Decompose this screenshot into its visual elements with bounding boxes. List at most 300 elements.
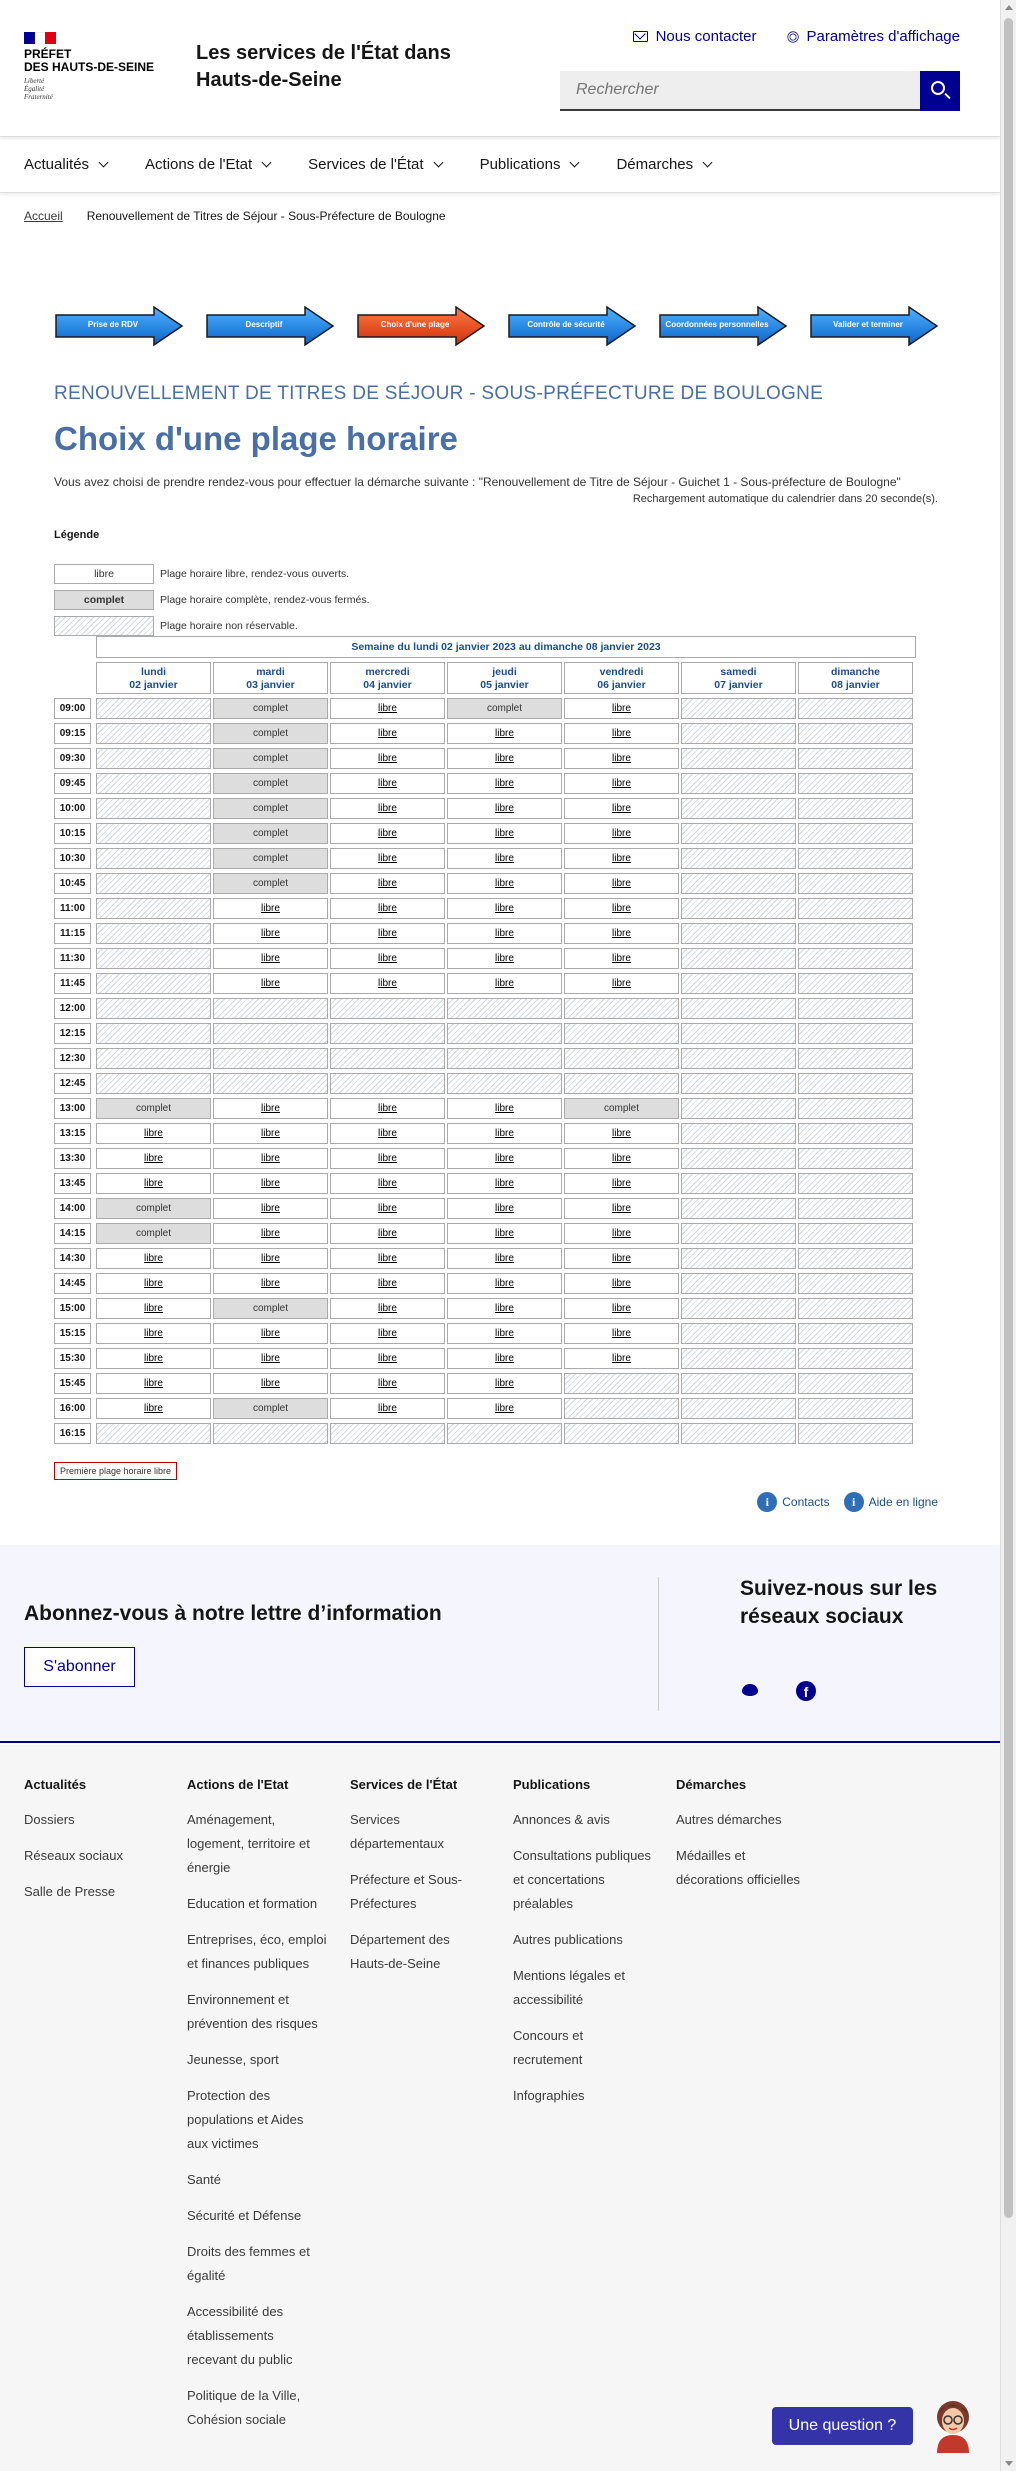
slot-unavailable: [681, 798, 796, 819]
slot-complet: complet: [213, 873, 328, 894]
legend-na-swatch: [54, 616, 154, 636]
slot-libre[interactable]: libre: [96, 1348, 211, 1369]
slot-libre[interactable]: libre: [564, 1123, 679, 1144]
step-label: Choix d'une plage: [380, 320, 450, 329]
slot-libre[interactable]: libre: [96, 1273, 211, 1294]
slot-unavailable: [681, 1223, 796, 1244]
slot-unavailable: [681, 1148, 796, 1169]
slot-libre[interactable]: libre: [447, 1098, 562, 1119]
slot-libre[interactable]: libre: [330, 948, 445, 969]
slot-unavailable: [681, 1173, 796, 1194]
contacts-label: Contacts: [782, 1495, 830, 1509]
slot-libre[interactable]: libre: [447, 923, 562, 944]
time-label: 16:15: [54, 1423, 91, 1444]
week-title: Semaine du lundi 02 janvier 2023 au dimanche 08 janvier 2023: [96, 636, 916, 658]
site-header: [0, 0, 1000, 137]
day-name: samedi: [720, 666, 757, 678]
slot-libre[interactable]: libre: [564, 848, 679, 869]
footer-column-title: Services de l'État: [350, 1777, 458, 1792]
slot-libre[interactable]: libre: [330, 748, 445, 769]
slot-unavailable: [681, 1048, 796, 1069]
slot-libre[interactable]: libre: [330, 1223, 445, 1244]
slot-unavailable: [681, 1398, 796, 1419]
slot-libre[interactable]: libre: [96, 1248, 211, 1269]
slot-libre[interactable]: libre: [213, 948, 328, 969]
slot-libre[interactable]: libre: [447, 948, 562, 969]
slot-libre[interactable]: libre: [330, 1398, 445, 1419]
slot-libre[interactable]: libre: [96, 1398, 211, 1419]
footer-column: [676, 1777, 816, 1904]
main-nav: [0, 137, 1000, 193]
slot-libre[interactable]: libre: [330, 1273, 445, 1294]
reload-notice: [633, 493, 938, 505]
slot-libre[interactable]: libre: [447, 1223, 562, 1244]
slot-libre[interactable]: libre: [447, 773, 562, 794]
search-input[interactable]: [560, 71, 920, 111]
slot-unavailable: [681, 898, 796, 919]
slot-unavailable: [798, 1173, 913, 1194]
day-header: [447, 662, 562, 694]
slot-unavailable: [681, 1248, 796, 1269]
slot-unavailable: [798, 898, 913, 919]
time-label: 12:30: [54, 1048, 91, 1069]
slot-libre[interactable]: libre: [564, 948, 679, 969]
slot-libre[interactable]: libre: [447, 1348, 562, 1369]
slot-complet: complet: [213, 1298, 328, 1319]
footer-link[interactable]: Environnement et prévention des risques: [187, 1992, 318, 2031]
progress-steps: [54, 305, 939, 347]
slot-unavailable: [447, 1073, 562, 1094]
slot-unavailable: [213, 998, 328, 1019]
vertical-scrollbar[interactable]: [1000, 0, 1016, 2471]
slot-libre[interactable]: libre: [564, 823, 679, 844]
slot-libre[interactable]: libre: [447, 1248, 562, 1269]
slot-libre[interactable]: libre: [330, 1173, 445, 1194]
slot-libre[interactable]: libre: [96, 1298, 211, 1319]
slot-libre[interactable]: libre: [564, 1273, 679, 1294]
slot-libre[interactable]: libre: [213, 1323, 328, 1344]
nav-services-etat[interactable]: [308, 156, 449, 173]
slot-libre[interactable]: libre: [330, 1123, 445, 1144]
slot-libre[interactable]: libre: [564, 923, 679, 944]
slot-libre[interactable]: libre: [447, 748, 562, 769]
slot-unavailable: [798, 773, 913, 794]
step-label: Valider et terminer: [833, 320, 903, 329]
slot-libre[interactable]: libre: [213, 1148, 328, 1169]
time-label: 09:30: [54, 748, 91, 769]
slot-libre[interactable]: libre: [564, 698, 679, 719]
slot-unavailable: [798, 973, 913, 994]
calendar-grid: [54, 662, 916, 1448]
slot-libre[interactable]: libre: [564, 973, 679, 994]
slot-libre[interactable]: libre: [330, 1373, 445, 1394]
slot-libre[interactable]: libre: [330, 773, 445, 794]
footer-link[interactable]: Annonces & avis: [513, 1812, 610, 1827]
slot-libre[interactable]: libre: [213, 898, 328, 919]
slot-libre[interactable]: libre: [447, 1373, 562, 1394]
slot-unavailable: [681, 1123, 796, 1144]
scroll-up-icon[interactable]: [1005, 5, 1013, 10]
footer-link[interactable]: Médailles et décorations officielles: [676, 1848, 801, 1887]
slot-unavailable: [681, 973, 796, 994]
legend-complet-desc: Plage horaire complète, rendez-vous fermés.: [160, 594, 370, 606]
slot-unavailable: [681, 723, 796, 744]
newsletter-title: Abonnez-vous à notre lettre d’information: [24, 1602, 442, 1625]
slot-complet: complet: [564, 1098, 679, 1119]
time-label: 15:45: [54, 1373, 91, 1394]
slot-libre[interactable]: libre: [213, 1173, 328, 1194]
day-header: [213, 662, 328, 694]
slot-libre[interactable]: libre: [330, 898, 445, 919]
time-label: 12:00: [54, 998, 91, 1019]
slot-libre[interactable]: libre: [213, 973, 328, 994]
slot-libre[interactable]: libre: [330, 1348, 445, 1369]
chevron-down-icon: [570, 158, 580, 168]
slot-libre[interactable]: libre: [96, 1148, 211, 1169]
time-label: 09:00: [54, 698, 91, 719]
french-flag-icon: [24, 32, 56, 44]
slot-libre[interactable]: libre: [564, 723, 679, 744]
slot-libre[interactable]: libre: [213, 1373, 328, 1394]
step-5: [658, 305, 788, 347]
footer-link[interactable]: Protection des populations et Aides aux victimes: [187, 2088, 304, 2151]
day-name: jeudi: [492, 666, 517, 678]
slot-libre[interactable]: libre: [213, 1273, 328, 1294]
time-label: 10:30: [54, 848, 91, 869]
slot-libre[interactable]: libre: [330, 823, 445, 844]
slot-unavailable: [96, 698, 211, 719]
newsletter-section: [0, 1545, 1000, 1743]
slot-libre[interactable]: libre: [447, 1323, 562, 1344]
time-label: 10:15: [54, 823, 91, 844]
day-column-jeudi: [447, 662, 562, 1448]
slot-unavailable: [330, 998, 445, 1019]
legend-na-desc: Plage horaire non réservable.: [160, 620, 298, 632]
time-label: 13:15: [54, 1123, 91, 1144]
slot-unavailable: [681, 923, 796, 944]
contact-link[interactable]: [633, 28, 757, 45]
slot-libre[interactable]: libre: [96, 1123, 211, 1144]
slot-unavailable: [798, 798, 913, 819]
slot-libre[interactable]: libre: [330, 923, 445, 944]
slot-complet: complet: [213, 823, 328, 844]
slot-unavailable: [681, 873, 796, 894]
footer-link[interactable]: Dossiers: [24, 1812, 75, 1827]
slot-unavailable: [798, 923, 913, 944]
step-1: [54, 305, 184, 347]
intro-text: Vous avez choisi de prendre rendez-vous pour effectuer la démarche suivante : "Renouvellement de Titre de Séjour - Guichet 1 - Sous-préfecture de Boulogne": [54, 475, 901, 489]
slot-unavailable: [798, 1048, 913, 1069]
time-label: 15:15: [54, 1323, 91, 1344]
slot-libre[interactable]: libre: [96, 1373, 211, 1394]
footer-link[interactable]: Education et formation: [187, 1896, 318, 1911]
slot-libre[interactable]: libre: [447, 1298, 562, 1319]
slot-unavailable: [564, 1048, 679, 1069]
footer-link[interactable]: Droits des femmes et égalité: [187, 2244, 310, 2283]
info-icon: i: [757, 1492, 777, 1512]
footer-link[interactable]: Mentions légales et accessibilité: [513, 1968, 626, 2007]
social-title: Suivez-nous sur les réseaux sociaux: [740, 1577, 938, 1628]
slot-libre[interactable]: libre: [564, 898, 679, 919]
slot-unavailable: [798, 998, 913, 1019]
slot-unavailable: [798, 1348, 913, 1369]
slot-unavailable: [681, 1298, 796, 1319]
slot-unavailable: [798, 1373, 913, 1394]
time-label: 11:45: [54, 973, 91, 994]
time-label: 12:45: [54, 1073, 91, 1094]
first-free-slot-button[interactable]: Première plage horaire libre: [54, 1462, 177, 1480]
time-label: 14:30: [54, 1248, 91, 1269]
slot-unavailable: [447, 1023, 562, 1044]
nav-publications[interactable]: [480, 156, 587, 173]
motto-fraternite: Fraternité: [24, 93, 53, 101]
slot-unavailable: [96, 973, 211, 994]
slot-libre[interactable]: libre: [213, 1348, 328, 1369]
slot-libre[interactable]: libre: [447, 798, 562, 819]
chevron-down-icon: [703, 158, 713, 168]
nav-label: Services de l'État: [308, 156, 424, 173]
footer-link[interactable]: Accessibilité des établissements recevant du public: [187, 2304, 293, 2367]
info-icon: i: [844, 1492, 864, 1512]
slot-libre[interactable]: libre: [330, 848, 445, 869]
day-column-mercredi: [330, 662, 445, 1448]
footer-link[interactable]: Préfecture et Sous-Préfectures: [350, 1872, 462, 1911]
slot-unavailable: [798, 748, 913, 769]
slot-unavailable: [96, 1048, 211, 1069]
scroll-down-icon[interactable]: [1005, 2461, 1013, 2466]
slot-libre[interactable]: libre: [330, 1323, 445, 1344]
slot-libre[interactable]: libre: [564, 1298, 679, 1319]
slot-unavailable: [330, 1023, 445, 1044]
logo-title-line2: DES HAUTS-DE-SEINE: [24, 60, 155, 74]
slot-libre[interactable]: libre: [564, 1148, 679, 1169]
slot-unavailable: [681, 698, 796, 719]
slot-unavailable: [798, 823, 913, 844]
nav-label: Publications: [479, 156, 561, 173]
footer-link[interactable]: Services départementaux: [350, 1812, 444, 1851]
slot-libre[interactable]: libre: [447, 873, 562, 894]
legend: [54, 561, 370, 639]
time-label: 16:00: [54, 1398, 91, 1419]
slot-libre[interactable]: libre: [330, 1148, 445, 1169]
slot-unavailable: [798, 1323, 913, 1344]
time-label: 11:00: [54, 898, 91, 919]
slot-unavailable: [447, 1423, 562, 1444]
day-name: mardi: [256, 666, 285, 678]
slot-libre[interactable]: libre: [213, 1123, 328, 1144]
slot-unavailable: [96, 998, 211, 1019]
slot-libre[interactable]: libre: [213, 1098, 328, 1119]
footer-link[interactable]: Jeunesse, sport: [187, 2052, 279, 2067]
nav-label: Actions de l'Etat: [145, 156, 253, 173]
display-settings-link[interactable]: [788, 28, 960, 45]
footer-column: [24, 1777, 164, 1916]
slot-libre[interactable]: libre: [447, 1398, 562, 1419]
day-column-mardi: [213, 662, 328, 1448]
slot-unavailable: [447, 998, 562, 1019]
slot-unavailable: [330, 1423, 445, 1444]
day-column-vendredi: [564, 662, 679, 1448]
slot-unavailable: [564, 1023, 679, 1044]
footer-link[interactable]: Salle de Presse: [24, 1884, 116, 1899]
slot-libre[interactable]: libre: [447, 823, 562, 844]
slot-libre[interactable]: libre: [564, 798, 679, 819]
slot-libre[interactable]: libre: [564, 1323, 679, 1344]
slot-unavailable: [330, 1073, 445, 1094]
slot-libre[interactable]: libre: [330, 1098, 445, 1119]
footer-link[interactable]: Infographies: [513, 2088, 585, 2103]
slot-libre[interactable]: libre: [96, 1173, 211, 1194]
time-label: 14:00: [54, 1198, 91, 1219]
slot-unavailable: [213, 1423, 328, 1444]
slot-unavailable: [96, 923, 211, 944]
day-date: 08 janvier: [831, 679, 880, 691]
day-header: [96, 662, 211, 694]
question-chat-button[interactable]: Une question ?: [772, 2407, 913, 2445]
slot-unavailable: [798, 1198, 913, 1219]
nav-actions-etat[interactable]: [145, 156, 278, 173]
slot-libre[interactable]: libre: [330, 698, 445, 719]
slot-libre[interactable]: libre: [447, 1273, 562, 1294]
slot-unavailable: [96, 848, 211, 869]
slot-libre[interactable]: libre: [564, 873, 679, 894]
slot-complet: complet: [213, 748, 328, 769]
slot-unavailable: [96, 723, 211, 744]
breadcrumb-home[interactable]: Accueil: [24, 209, 63, 223]
slot-libre[interactable]: libre: [447, 1148, 562, 1169]
slot-complet: complet: [213, 1398, 328, 1419]
footer-column-title: Actualités: [24, 1777, 87, 1792]
step-2: [205, 305, 335, 347]
slot-unavailable: [798, 1123, 913, 1144]
contacts-link[interactable]: [757, 1492, 829, 1512]
slot-libre[interactable]: libre: [330, 1198, 445, 1219]
slot-libre[interactable]: libre: [447, 848, 562, 869]
slot-unavailable: [798, 1273, 913, 1294]
slot-libre[interactable]: libre: [447, 1123, 562, 1144]
display-settings-label: Paramètres d'affichage: [806, 28, 960, 45]
slot-libre[interactable]: libre: [447, 1173, 562, 1194]
procedure-title: RENOUVELLEMENT DE TITRES DE SÉJOUR - SOUS-PRÉFECTURE DE BOULOGNE: [54, 383, 824, 404]
assistant-avatar-icon[interactable]: [929, 2397, 977, 2453]
subscribe-button[interactable]: S'abonner: [24, 1647, 135, 1687]
nav-demarches[interactable]: [616, 156, 719, 173]
reload-seconds: 20: [865, 493, 878, 505]
slot-libre[interactable]: libre: [96, 1323, 211, 1344]
footer-link[interactable]: Aménagement, logement, territoire et énergie: [187, 1812, 310, 1875]
slot-libre[interactable]: libre: [564, 1248, 679, 1269]
footer-link[interactable]: Entreprises, éco, emploi et finances publiques: [187, 1932, 327, 1971]
time-label: 10:45: [54, 873, 91, 894]
prefet-logo[interactable]: [24, 32, 164, 101]
slot-unavailable: [798, 1223, 913, 1244]
slot-unavailable: [330, 1048, 445, 1069]
footer-link[interactable]: Concours et recrutement: [513, 2028, 584, 2067]
online-help-link[interactable]: [844, 1492, 938, 1512]
slot-unavailable: [681, 773, 796, 794]
slot-complet: complet: [447, 698, 562, 719]
slot-unavailable: [798, 1098, 913, 1119]
footer-link[interactable]: Réseaux sociaux: [24, 1848, 123, 1863]
slot-libre[interactable]: libre: [330, 1248, 445, 1269]
slot-libre[interactable]: libre: [447, 723, 562, 744]
slot-libre[interactable]: libre: [447, 973, 562, 994]
slot-libre[interactable]: libre: [213, 1198, 328, 1219]
slot-unavailable: [681, 1023, 796, 1044]
slot-unavailable: [798, 848, 913, 869]
slot-unavailable: [681, 1273, 796, 1294]
day-column-lundi: [96, 662, 211, 1448]
slot-unavailable: [798, 1398, 913, 1419]
slot-libre[interactable]: libre: [330, 873, 445, 894]
slot-libre[interactable]: libre: [213, 923, 328, 944]
footer-link[interactable]: Autres publications: [513, 1932, 623, 1947]
footer-link[interactable]: Santé: [187, 2172, 221, 2187]
slot-complet: complet: [213, 773, 328, 794]
slot-libre[interactable]: libre: [330, 1298, 445, 1319]
footer-link[interactable]: Autres démarches: [676, 1812, 782, 1827]
mail-icon: [633, 31, 648, 42]
slot-libre[interactable]: libre: [447, 1198, 562, 1219]
footer-link[interactable]: Département des Hauts-de-Seine: [350, 1932, 450, 1971]
nav-actualites[interactable]: [24, 156, 115, 173]
search-button[interactable]: [920, 71, 960, 111]
slot-complet: complet: [213, 798, 328, 819]
slot-libre[interactable]: libre: [564, 773, 679, 794]
facebook-icon[interactable]: f: [796, 1681, 816, 1701]
legend-libre-swatch: libre: [54, 564, 154, 584]
reload-text: Rechargement automatique du calendrier dans: [632, 493, 863, 505]
slot-libre[interactable]: libre: [330, 723, 445, 744]
sun-icon: [790, 33, 797, 40]
slot-libre[interactable]: libre: [564, 1198, 679, 1219]
day-column-samedi: [681, 662, 796, 1448]
footer-link[interactable]: Consultations publiques et concertations préalables: [513, 1848, 652, 1911]
day-date: 07 janvier: [714, 679, 763, 691]
slot-libre[interactable]: libre: [564, 748, 679, 769]
slot-unavailable: [564, 1423, 679, 1444]
slot-libre[interactable]: libre: [564, 1173, 679, 1194]
slot-unavailable: [681, 1373, 796, 1394]
slot-libre[interactable]: libre: [213, 1248, 328, 1269]
breadcrumb: [24, 209, 446, 223]
time-label: 13:00: [54, 1098, 91, 1119]
slot-libre[interactable]: libre: [564, 1348, 679, 1369]
scrollbar-thumb[interactable]: [1004, 18, 1013, 2218]
twitter-icon[interactable]: [740, 1681, 760, 1698]
service-title[interactable]: Les services de l'État dans Hauts-de-Seine: [196, 42, 451, 91]
slot-unavailable: [798, 723, 913, 744]
slot-libre[interactable]: libre: [330, 973, 445, 994]
footer-column: [187, 1777, 327, 2444]
slot-libre[interactable]: libre: [213, 1223, 328, 1244]
slot-libre[interactable]: libre: [330, 798, 445, 819]
motto-liberte: Liberté: [24, 77, 45, 85]
slot-libre[interactable]: libre: [564, 1223, 679, 1244]
time-label: 14:15: [54, 1223, 91, 1244]
day-date: 03 janvier: [246, 679, 295, 691]
footer-link[interactable]: Sécurité et Défense: [187, 2208, 302, 2223]
slot-complet: complet: [213, 698, 328, 719]
time-label: 14:45: [54, 1273, 91, 1294]
slot-libre[interactable]: libre: [447, 898, 562, 919]
divider: [658, 1577, 659, 1711]
slot-unavailable: [798, 1423, 913, 1444]
day-header: [330, 662, 445, 694]
slot-unavailable: [96, 873, 211, 894]
footer-link[interactable]: Politique de la Ville, Cohésion sociale: [187, 2388, 301, 2427]
slot-unavailable: [564, 1398, 679, 1419]
